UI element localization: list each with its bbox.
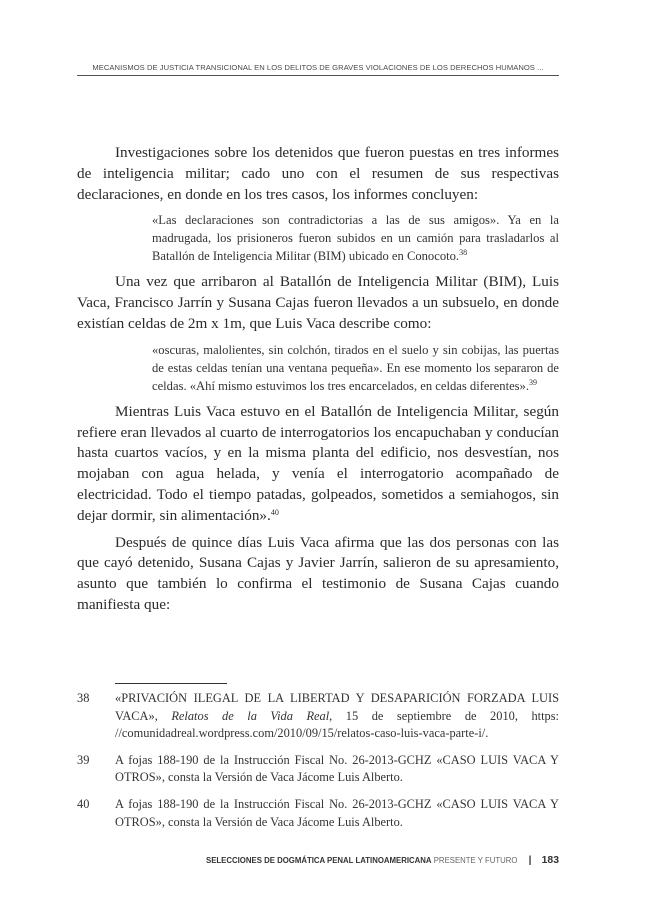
footnote-divider <box>115 683 227 684</box>
footnote-url-text[interactable]: , 15 de septiembre de 2010, https: //comunidadreal.wordpress.com/2010/09/15/relatos-caso-luis-vaca-parte-i/. <box>115 708 559 741</box>
footnote <box>77 796 559 831</box>
block-quote-2-text: «oscuras, malolientes, sin colchón, tirados en el suelo y sin cobijas, las puertas de estas celdas tenían una ventana pequeña». En ese momento los separaron de celdas. «Ahí mismo estuvimos los tres encarcelados, en celdas diferentes». <box>152 342 559 393</box>
footer-series-title: SELECCIONES DE DOGMÁTICA PENAL LATINOAMERICANA <box>206 856 432 865</box>
block-quote-2 <box>152 341 559 395</box>
paragraph-1: Investigaciones sobre los detenidos que fueron puestas en tres informes de inteligencia militar; cado uno con el resumen de sus respectivas declaraciones, en donde en los tres casos, los informes concluyen: <box>77 144 559 203</box>
paragraph-3-text: Mientras Luis Vaca estuvo en el Batallón de Inteligencia Militar, según refiere eran llevados al cuarto de interrogatorios los encapuchaban y conducían hasta cuartos vacíos, y en la misma planta del edificio, nos desvestían, nos mojaban con agua helada, y venía el interrogatorio acompañado de electricidad. Todo el tiempo patadas, golpeados, sometidos a semiahogos, sin dejar dormir, sin alimentación». <box>77 402 559 524</box>
footnote-text: A fojas 188-190 de la Instrucción Fiscal No. 26-2013-GCHZ «CASO LUIS VACA Y OTROS», consta la Versión de Vaca Jácome Luis Alberto. <box>115 752 559 785</box>
footnote <box>77 752 559 787</box>
block-quote-1 <box>152 211 559 265</box>
page-number: 183 <box>541 855 559 866</box>
paragraph-2: Una vez que arribaron al Batallón de Inteligencia Militar (BIM), Luis Vaca, Francisco Jarrín y Susana Cajas fueron llevados a un subsuelo, en donde existían celdas de 2m x 1m, que Luis Vaca describe como: <box>77 273 559 332</box>
footnote-source-title: Relatos de la Vida Real <box>171 708 330 723</box>
paragraph-4: Después de quince días Luis Vaca afirma que las dos personas con las que cayó detenido, Susana Cajas y Javier Jarrín, salieron de su apresamiento, asunto que también lo confirma el testimonio de Susana Cajas cuando manifiesta que: <box>77 533 559 613</box>
body-text <box>77 143 559 622</box>
block-quote-1-text: «Las declaraciones son contradictorias a las de sus amigos». Ya en la madrugada, los prisioneros fueron subidos en un camión para trasladarlos al Batallón de Inteligencia Militar (BIM) ubicado en Conocoto. <box>152 213 559 264</box>
footnotes <box>77 690 559 840</box>
footer-subtitle: PRESENTE Y FUTURO <box>433 856 518 865</box>
footnote <box>77 690 559 743</box>
footnote-text <box>115 690 559 743</box>
footnote-number: 40 <box>77 796 90 811</box>
page-footer <box>77 855 559 866</box>
footnote-text-part: «PRIVACIÓN ILEGAL DE LA LIBERTAD Y DESAPARICIÓN FORZADA LUIS VACA», <box>115 691 559 723</box>
footnote-ref-38[interactable]: 38 <box>459 248 468 258</box>
footnote-ref-39[interactable]: 39 <box>529 377 538 387</box>
footer-separator: | <box>528 855 532 866</box>
running-header: MECANISMOS DE JUSTICIA TRANSICIONAL EN LOS DELITOS DE GRAVES VIOLACIONES DE LOS DERECHOS HUMANOS ... <box>77 63 559 76</box>
footnote-ref-40[interactable]: 40 <box>270 507 279 517</box>
footnote-text: A fojas 188-190 de la Instrucción Fiscal No. 26-2013-GCHZ «CASO LUIS VACA Y OTROS», consta la Versión de Vaca Jácome Luis Alberto. <box>115 796 559 829</box>
footnote-number: 39 <box>77 752 90 767</box>
paragraph-3 <box>77 402 559 527</box>
footnote-number: 38 <box>77 691 90 705</box>
